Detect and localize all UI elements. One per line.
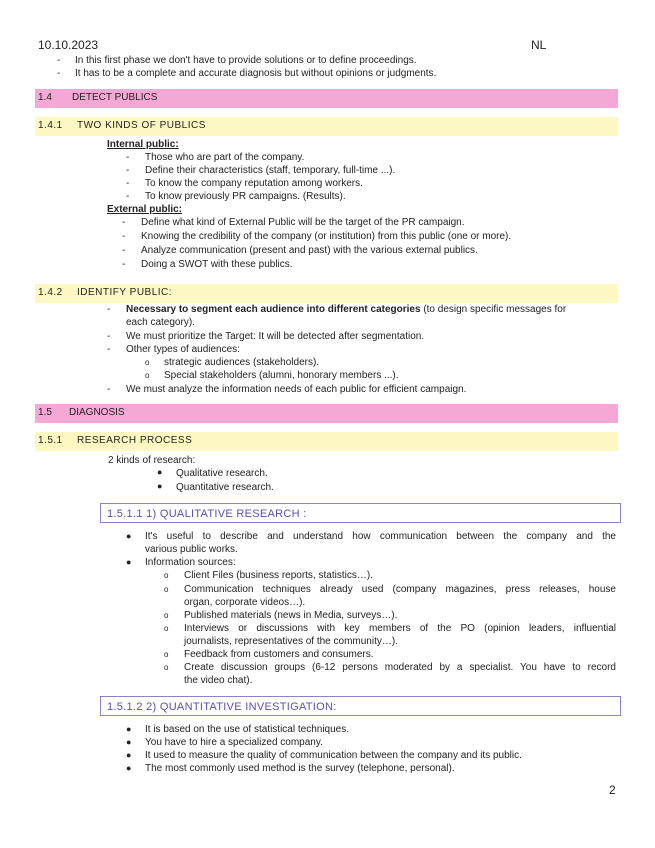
circle-bullet: o [164, 571, 169, 580]
dash-bullet: - [107, 344, 111, 355]
source-item: Interviews or discussions with key members of the PO (opinion leaders, influential [184, 623, 616, 634]
dash-bullet: - [126, 178, 130, 189]
page-number: 2 [609, 783, 616, 797]
subsection-heading-1-5-1-2: 1.5.1.2 2) QUANTITATIVE INVESTIGATION: [100, 696, 621, 716]
list-item: Doing a SWOT with these publics. [141, 259, 293, 270]
disc-bullet: ● [126, 737, 132, 747]
section-number: 1.4.1 [38, 120, 63, 131]
section-number: 1.5.1 [38, 435, 63, 446]
disc-bullet: ● [126, 763, 132, 773]
dash-bullet: - [122, 245, 126, 256]
disc-bullet: ● [157, 481, 163, 491]
section-heading-1-4-1 [35, 117, 618, 136]
disc-bullet: ● [157, 467, 163, 477]
dash-bullet: - [57, 68, 61, 79]
section-title: IDENTIFY PUBLIC: [77, 287, 173, 298]
list-item: To know the company reputation among workers. [145, 178, 363, 189]
list-item: Other types of audiences: [126, 344, 240, 355]
section-heading-1-4-2 [35, 284, 618, 303]
list-item: Knowing the credibility of the company (or institution) from this public (one or more). [141, 231, 512, 242]
source-item: Client Files (business reports, statistics…). [184, 570, 373, 581]
circle-bullet: o [164, 624, 169, 633]
bold-phrase: Necessary to segment each audience into different categories [126, 304, 421, 315]
list-item: We must analyze the information needs of each public for efficient campaign. [126, 384, 467, 395]
list-item: It has to be a complete and accurate diagnosis but without opinions or judgments. [75, 68, 437, 79]
list-item: Define what kind of External Public will be the target of the PR campaign. [141, 217, 465, 228]
list-item: Qualitative research. [176, 468, 268, 479]
section-number: 1.4.2 [38, 287, 63, 298]
circle-bullet: o [164, 650, 169, 659]
dash-bullet: - [126, 165, 130, 176]
list-item: To know previously PR campaigns. (Results). [145, 191, 346, 202]
source-item-continuation: journalists, representatives of the community…). [184, 636, 398, 647]
dash-bullet: - [107, 384, 111, 395]
header-date: 10.10.2023 [38, 38, 99, 52]
dash-bullet: - [107, 331, 111, 342]
list-item: You have to hire a specialized company. [145, 737, 323, 748]
source-item-continuation: the video chat). [184, 675, 253, 686]
source-item: Create discussion groups (6-12 persons moderated by a specialist. You have to record [184, 662, 616, 673]
header-initials: NL [531, 38, 547, 52]
section-title: DETECT PUBLICS [72, 92, 158, 103]
list-item: In this first phase we don't have to provide solutions or to define proceedings. [75, 55, 417, 66]
section-title: DIAGNOSIS [69, 407, 125, 418]
disc-bullet: ● [126, 750, 132, 760]
section-heading-1-5 [35, 404, 618, 423]
dash-bullet: - [122, 217, 126, 228]
subsection-heading-1-5-1-1: 1.5.1.1 1) QUALITATIVE RESEARCH : [100, 503, 621, 523]
list-item-continuation: each category). [126, 317, 195, 328]
dash-bullet: - [122, 231, 126, 242]
section-title: TWO KINDS OF PUBLICS [77, 120, 206, 131]
section-title: RESEARCH PROCESS [77, 435, 193, 446]
internal-public-label: Internal public: [107, 139, 179, 150]
circle-bullet: o [164, 611, 169, 620]
list-item: We must prioritize the Target: It will be detected after segmentation. [126, 331, 425, 342]
source-item: Feedback from customers and consumers. [184, 649, 374, 660]
list-item [126, 303, 566, 316]
circle-bullet: o [145, 371, 150, 380]
list-item: Information sources: [145, 557, 236, 568]
section-number: 1.4 [38, 92, 52, 103]
list-item: Analyze communication (present and past) with the various external publics. [141, 245, 478, 256]
disc-bullet: ● [126, 531, 132, 541]
source-item-continuation: organ, corporate videos…). [184, 597, 306, 608]
section-heading-1-4 [35, 89, 618, 108]
list-item-continuation: various public works. [145, 544, 238, 555]
list-item: Quantitative research. [176, 482, 274, 493]
dash-bullet: - [57, 55, 61, 66]
circle-bullet: o [164, 663, 169, 672]
list-item: The most commonly used method is the survey (telephone, personal). [145, 763, 455, 774]
sub-list-item: strategic audiences (stakeholders). [164, 357, 320, 368]
list-item: Those who are part of the company. [145, 152, 305, 163]
section-number: 1.5 [38, 407, 52, 418]
sub-list-item: Special stakeholders (alumni, honorary members ...). [164, 370, 399, 381]
list-item: Define their characteristics (staff, temporary, full-time ...). [145, 165, 396, 176]
paragraph: 2 kinds of research: [108, 455, 196, 466]
disc-bullet: ● [126, 724, 132, 734]
phrase: (to design specific messages for [420, 304, 567, 315]
external-public-label: External public: [107, 204, 183, 215]
section-heading-1-5-1 [35, 432, 618, 451]
dash-bullet: - [126, 191, 130, 202]
source-item: Communication techniques already used (company magazines, press releases, house [184, 584, 616, 595]
dash-bullet: - [126, 152, 130, 163]
list-item: It used to measure the quality of communication between the company and its public. [145, 750, 522, 761]
dash-bullet: - [122, 259, 126, 270]
disc-bullet: ● [126, 557, 132, 567]
list-item: It's useful to describe and understand how communication between the company and the [145, 531, 616, 542]
source-item: Published materials (news in Media, surveys…). [184, 610, 398, 621]
circle-bullet: o [164, 585, 169, 594]
dash-bullet: - [107, 304, 111, 315]
list-item: It is based on the use of statistical techniques. [145, 724, 350, 735]
circle-bullet: o [145, 358, 150, 367]
